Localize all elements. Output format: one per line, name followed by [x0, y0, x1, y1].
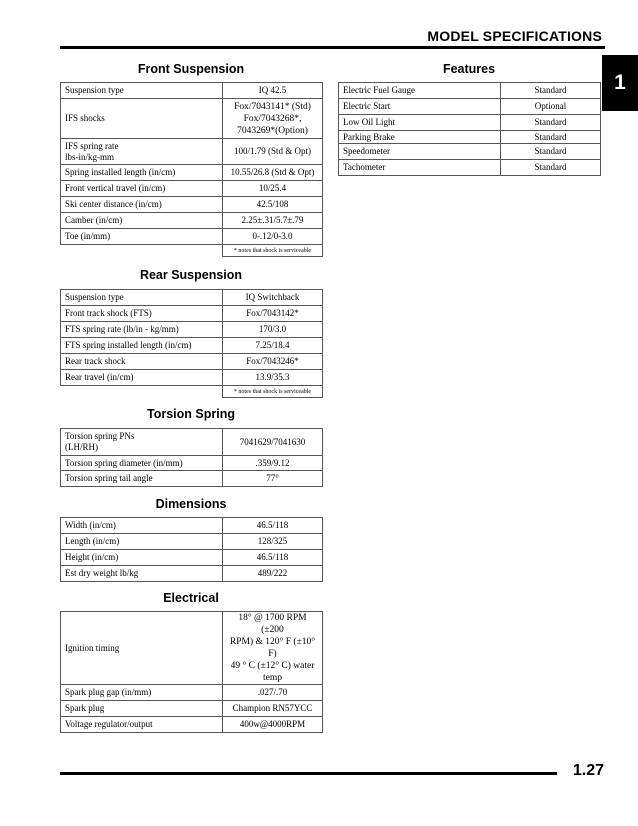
- table-row: [61, 139, 323, 165]
- spec-label-line: (LH/RH): [65, 442, 98, 452]
- spec-value: 42.5/108: [223, 197, 323, 213]
- header-rule: [60, 46, 605, 49]
- spec-label: FTS spring installed length (in/cm): [61, 338, 223, 354]
- spec-label: Length (in/cm): [61, 534, 223, 550]
- table-row: [61, 471, 323, 487]
- table-row: [61, 534, 323, 550]
- spec-label: Spark plug: [61, 701, 223, 717]
- table-row: [61, 717, 323, 733]
- table-row: [61, 99, 323, 139]
- spec-value: 7.25/18.4: [223, 338, 323, 354]
- spec-value: Champion RN57YCC: [223, 701, 323, 717]
- serviceable-note: * notes that shock is serviceable: [223, 386, 323, 398]
- torsion-spring-table: [60, 428, 323, 487]
- feature-value: Standard: [501, 83, 601, 99]
- spec-value-line: Fox/7043268*,: [243, 113, 302, 124]
- table-row: [61, 456, 323, 471]
- spec-value: 128/325: [223, 534, 323, 550]
- page-number: 1.27: [572, 762, 604, 779]
- spec-value-line: 18° @ 1700 RPM (±200: [238, 613, 307, 635]
- spec-value: Fox/7043142*: [223, 306, 323, 322]
- spec-label: FTS spring rate (lb/in - kg/mm): [61, 322, 223, 338]
- spec-value: 46.5/118: [223, 518, 323, 534]
- front-suspension-title: Front Suspension: [137, 62, 245, 76]
- spec-value: 0-.12/0-3.0: [223, 229, 323, 245]
- blank-cell: [61, 386, 223, 398]
- feature-value: Standard: [501, 160, 601, 176]
- feature-label: Parking Brake: [339, 131, 501, 144]
- rear-suspension-table: [60, 289, 323, 398]
- table-row: [61, 550, 323, 566]
- spec-label: Est dry weight lb/kg: [61, 566, 223, 582]
- spec-label: Height (in/cm): [61, 550, 223, 566]
- spec-value: 77°: [223, 471, 323, 487]
- table-row: [339, 144, 601, 160]
- feature-value: Standard: [501, 131, 601, 144]
- feature-value: Standard: [501, 115, 601, 131]
- spec-value: [223, 99, 323, 139]
- spec-value: 170/3.0: [223, 322, 323, 338]
- table-row: [61, 566, 323, 582]
- feature-label: Tachometer: [339, 160, 501, 176]
- spec-label: Rear track shock: [61, 354, 223, 370]
- features-title: Features: [442, 62, 496, 76]
- spec-label: [61, 139, 223, 165]
- footer-rule: [60, 772, 557, 775]
- spec-label: Width (in/cm): [61, 518, 223, 534]
- rear-suspension-title: Rear Suspension: [139, 268, 243, 282]
- table-note-row: [61, 245, 323, 257]
- spec-label: Ski center distance (in/cm): [61, 197, 223, 213]
- spec-value: IQ 42.5: [223, 83, 323, 99]
- spec-label: Spring installed length (in/cm): [61, 165, 223, 181]
- spec-label-line: lbs-in/kg-mm: [65, 151, 114, 162]
- table-row: [339, 99, 601, 115]
- table-row: [339, 131, 601, 144]
- table-row: [61, 518, 323, 534]
- spec-label: Torsion spring diameter (in/mm): [61, 456, 223, 471]
- table-row: [61, 429, 323, 456]
- feature-value: Standard: [501, 144, 601, 160]
- spec-value: [223, 612, 323, 685]
- spec-value-line: temp: [263, 673, 282, 683]
- serviceable-note: * notes that shock is serviceable: [223, 245, 323, 257]
- spec-value-line: RPM) & 120° F (±10° F): [229, 637, 316, 659]
- spec-value: 100/1.79 (Std & Opt): [223, 139, 323, 165]
- spec-label: Spark plug gap (in/mm): [61, 685, 223, 701]
- spec-value: Fox/7043246*: [223, 354, 323, 370]
- table-row: [339, 115, 601, 131]
- table-row: [61, 701, 323, 717]
- spec-label: Suspension type: [61, 290, 223, 306]
- front-suspension-table: [60, 82, 323, 257]
- table-row: [61, 354, 323, 370]
- feature-label: Electric Start: [339, 99, 501, 115]
- table-row: [61, 322, 323, 338]
- table-row: [61, 197, 323, 213]
- page-header-title: MODEL SPECIFICATIONS: [427, 28, 602, 44]
- spec-label: Voltage regulator/output: [61, 717, 223, 733]
- table-row: [339, 83, 601, 99]
- spec-value: .359/9.12: [223, 456, 323, 471]
- torsion-spring-title: Torsion Spring: [147, 407, 235, 421]
- spec-label: Ignition timing: [61, 612, 223, 685]
- spec-value: 10.55/26.8 (Std & Opt): [223, 165, 323, 181]
- blank-cell: [61, 245, 223, 257]
- table-row: [61, 290, 323, 306]
- table-row: [61, 306, 323, 322]
- spec-label: Camber (in/cm): [61, 213, 223, 229]
- table-row: [61, 213, 323, 229]
- spec-label: Toe (in/mm): [61, 229, 223, 245]
- features-table: [338, 82, 601, 176]
- spec-value-line: Fox/7043141* (Std): [234, 101, 311, 112]
- spec-value: 2.25±.31/5.7±.79: [223, 213, 323, 229]
- feature-label: Speedometer: [339, 144, 501, 160]
- spec-value: .027/.70: [223, 685, 323, 701]
- table-row: [61, 685, 323, 701]
- table-row: [339, 160, 601, 176]
- electrical-title: Electrical: [163, 591, 219, 605]
- table-row: [61, 612, 323, 685]
- spec-label-line: IFS spring rate: [65, 140, 119, 151]
- spec-value-line: 49 ° C (±12° C) water: [230, 661, 315, 671]
- spec-value-line: 7043269*(Option): [237, 125, 308, 136]
- spec-value: 46.5/118: [223, 550, 323, 566]
- spec-label: Rear travel (in/cm): [61, 370, 223, 386]
- spec-label: [61, 429, 223, 456]
- spec-label: Front track shock (FTS): [61, 306, 223, 322]
- spec-label-line: Torsion spring PNs: [65, 431, 135, 441]
- chapter-number: 1: [614, 71, 626, 94]
- table-row: [61, 181, 323, 197]
- table-row: [61, 370, 323, 386]
- dimensions-table: [60, 517, 323, 582]
- feature-label: Low Oil Light: [339, 115, 501, 131]
- feature-value: Optional: [501, 99, 601, 115]
- spec-value: 7041629/7041630: [223, 429, 323, 456]
- spec-label: Suspension type: [61, 83, 223, 99]
- spec-value: 400w@4000RPM: [223, 717, 323, 733]
- spec-value: 10/25.4: [223, 181, 323, 197]
- spec-value: IQ Switchback: [223, 290, 323, 306]
- dimensions-title: Dimensions: [155, 497, 227, 511]
- spec-label: IFS shocks: [61, 99, 223, 139]
- spec-label: Front vertical travel (in/cm): [61, 181, 223, 197]
- table-row: [61, 229, 323, 245]
- spec-value: 489/222: [223, 566, 323, 582]
- feature-label: Electric Fuel Gauge: [339, 83, 501, 99]
- electrical-table: [60, 611, 323, 733]
- table-row: [61, 165, 323, 181]
- table-note-row: [61, 386, 323, 398]
- chapter-tab: [602, 55, 638, 111]
- spec-value: 13.9/35.3: [223, 370, 323, 386]
- spec-label: Torsion spring tail angle: [61, 471, 223, 487]
- table-row: [61, 338, 323, 354]
- table-row: [61, 83, 323, 99]
